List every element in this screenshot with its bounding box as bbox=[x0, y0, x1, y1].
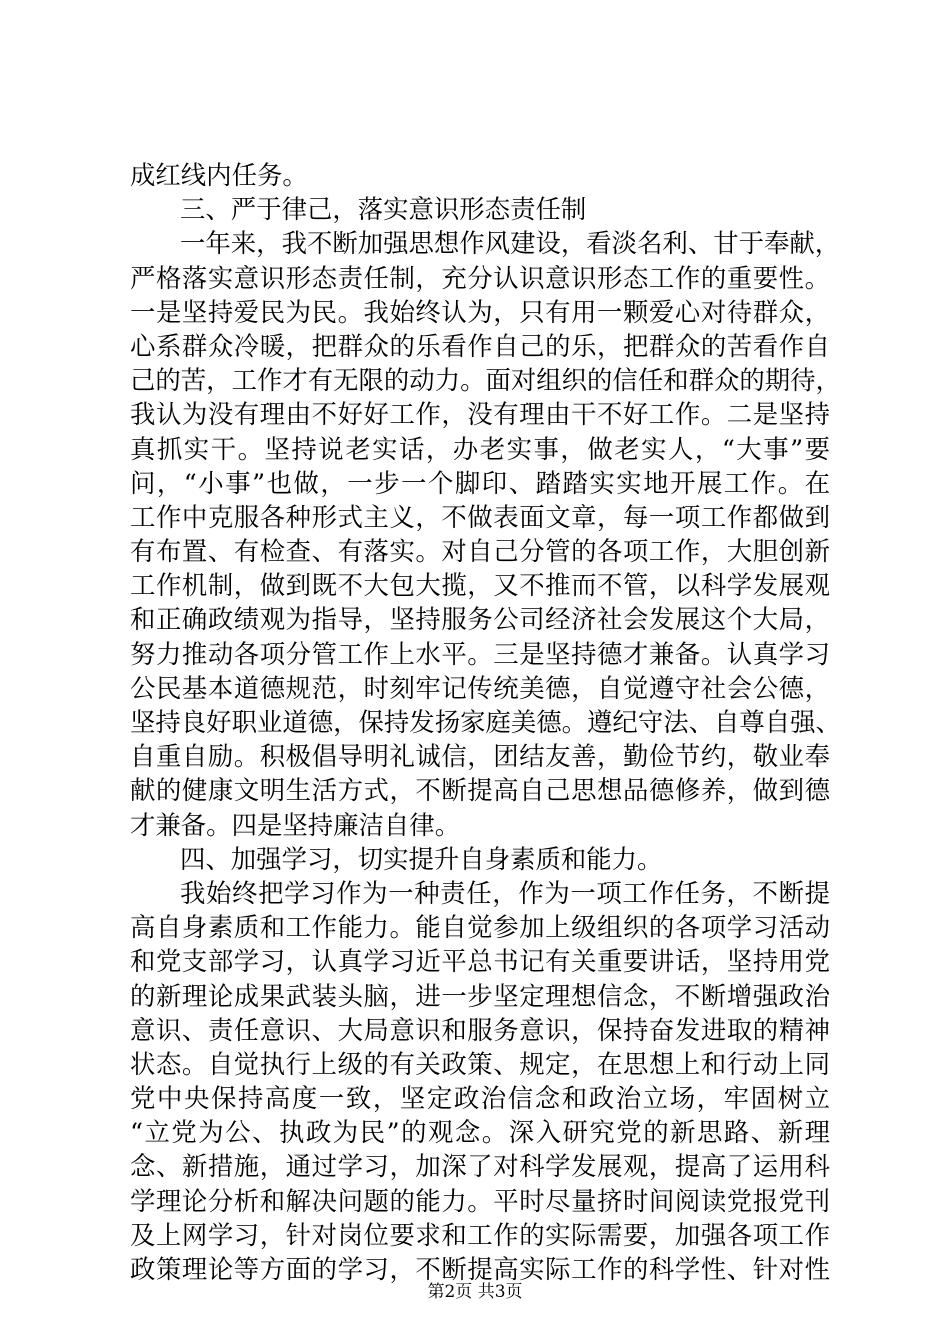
text-line: 献的健康文明生活方式，不断提高自己思想品德修养，做到德 bbox=[130, 775, 830, 806]
text-line: 严格落实意识形态责任制，充分认识意识形态工作的重要性。 bbox=[130, 262, 830, 293]
text-line: 一年来，我不断加强思想作风建设，看淡名利、甘于奉献， bbox=[180, 228, 841, 259]
text-line: 高自身素质和工作能力。能自觉参加上级组织的各项学习活动 bbox=[130, 912, 830, 943]
text-line: 三、严于律己，落实意识形态责任制 bbox=[180, 194, 587, 225]
text-line: 有布置、有检查、有落实。对自己分管的各项工作，大胆创新 bbox=[130, 536, 830, 567]
text-line: 公民基本道德规范，时刻牢记传统美德，自觉遵守社会公德， bbox=[130, 672, 830, 703]
text-line: 及上网学习，针对岗位要求和工作的实际需要，加强各项工作 bbox=[130, 1219, 830, 1250]
text-line: 状态。自觉执行上级的有关政策、规定，在思想上和行动上同 bbox=[130, 1048, 830, 1079]
text-line: 成红线内任务。 bbox=[130, 160, 308, 190]
text-line: 真抓实干。坚持说老实话，办老实事，做老实人，“大事”要 bbox=[130, 433, 830, 464]
text-line: 四、加强学习，切实提升自身素质和能力。 bbox=[180, 843, 663, 874]
document-body bbox=[130, 158, 841, 1286]
text-line: 党中央保持高度一致，坚定政治信念和政治立场，牢固树立 bbox=[130, 1083, 830, 1114]
text-line: 才兼备。四是坚持廉洁自律。 bbox=[130, 809, 461, 840]
text-line: 己的苦，工作才有无限的动力。面对组织的信任和群众的期待， bbox=[130, 365, 841, 396]
text-line: 意识、责任意识、大局意识和服务意识，保持奋发进取的精神 bbox=[130, 1014, 830, 1045]
text-line: 工作中克服各种形式主义，不做表面文章，每一项工作都做到 bbox=[130, 501, 830, 532]
text-line: 我始终把学习作为一种责任，作为一项工作任务，不断提 bbox=[180, 877, 830, 908]
text-line: “立党为公、执政为民”的观念。深入研究党的新思路、新理 bbox=[130, 1117, 830, 1148]
text-line: 坚持良好职业道德，保持发扬家庭美德。遵纪守法、自尊自强、 bbox=[130, 707, 841, 737]
text-line: 念、新措施，通过学习，加深了对科学发展观，提高了运用科 bbox=[130, 1151, 830, 1182]
text-line: 心系群众冷暖，把群众的乐看作自己的乐，把群众的苦看作自 bbox=[130, 330, 830, 361]
text-line: 和党支部学习，认真学习近平总书记有关重要讲话，坚持用党 bbox=[130, 946, 830, 977]
text-line: 努力推动各项分管工作上水平。三是坚持德才兼备。认真学习 bbox=[130, 638, 830, 669]
text-line: 和正确政绩观为指导，坚持服务公司经济社会发展这个大局， bbox=[130, 604, 830, 635]
text-line: 我认为没有理由不好好工作，没有理由干不好工作。二是坚持 bbox=[130, 399, 830, 430]
text-line: 问，“小事”也做，一步一个脚印、踏踏实实地开展工作。在 bbox=[130, 467, 830, 498]
text-line: 学理论分析和解决问题的能力。平时尽量挤时间阅读党报党刊 bbox=[130, 1185, 830, 1216]
text-line: 自重自励。积极倡导明礼诚信，团结友善，勤俭节约，敬业奉 bbox=[130, 741, 830, 772]
text-line: 一是坚持爱民为民。我始终认为，只有用一颗爱心对待群众， bbox=[130, 296, 830, 327]
text-line: 的新理论成果武装头脑，进一步坚定理想信念，不断增强政治 bbox=[130, 980, 830, 1011]
text-line: 工作机制，做到既不大包大揽，又不推而不管，以科学发展观 bbox=[130, 570, 830, 601]
page-footer bbox=[0, 1282, 950, 1302]
page-number-label: 第2页 共3页 bbox=[427, 1282, 523, 1302]
text-line: 政策理论等方面的学习，不断提高实际工作的科学性、针对性 bbox=[130, 1254, 830, 1284]
